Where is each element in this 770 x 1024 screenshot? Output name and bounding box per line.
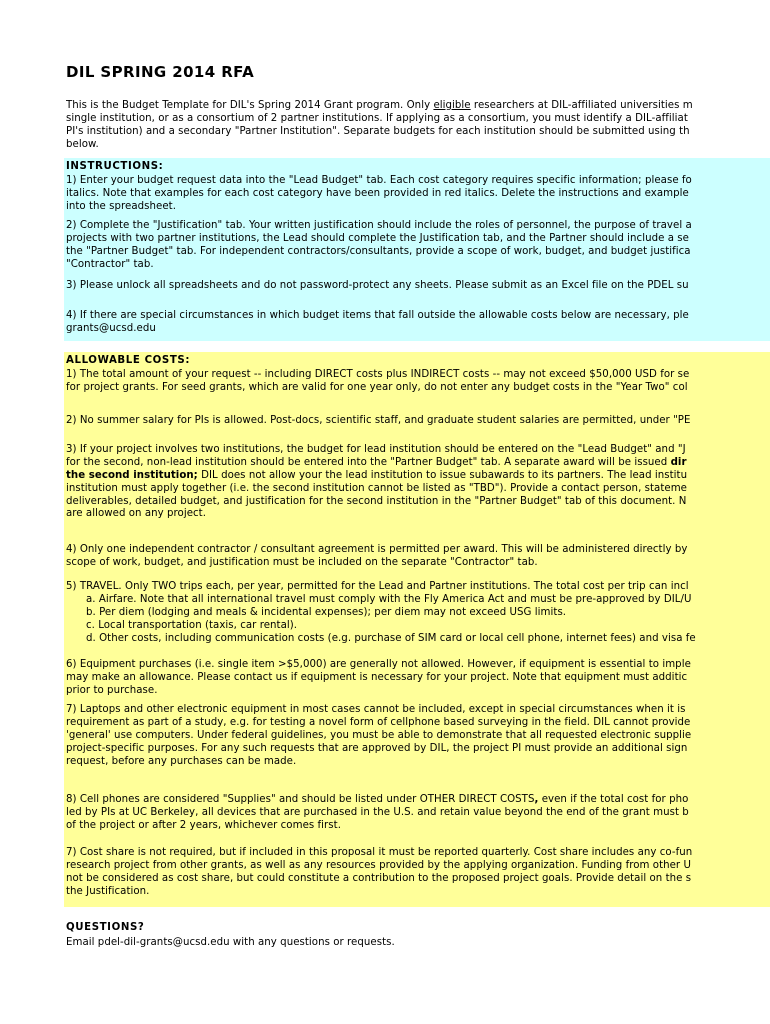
allowable-header [66, 355, 770, 368]
text-line: prior to purchase. [66, 684, 158, 696]
text-span: DIL does not allow your the lead institution to issue subawards to its partners. The lead institu [197, 469, 688, 481]
bold-text: the second institution; [66, 469, 198, 481]
text-line: may make an allowance. Please contact us if equipment is necessary for your project. Note that equipment must additic [66, 671, 688, 683]
text-line: the Justification. [66, 885, 150, 897]
section-header: INSTRUCTIONS: [66, 161, 164, 172]
text-line: 1) The total amount of your request -- including DIRECT costs plus INDIRECT costs -- may not exceed $50,000 USD for se [66, 369, 690, 380]
section-header: ALLOWABLE COSTS: [66, 355, 191, 366]
allowable-item-8 [66, 794, 770, 833]
text-line: deliverables, detailed budget, and justification for the second institution in the "Partner Budget" tab of this document. N [66, 495, 687, 507]
text-line: "Contractor" tab. [66, 258, 154, 270]
text-line: of the project or after 2 years, whichever comes first. [66, 819, 341, 831]
bold-text: , [534, 794, 539, 805]
text-line: for project grants. For seed grants, which are valid for one year only, do not enter any budget costs in the "Year Two" col [66, 381, 688, 393]
allowable-item-5 [66, 581, 770, 645]
instructions-header [66, 161, 770, 174]
bold-text: dir [670, 456, 687, 468]
eligible-link[interactable]: eligible [433, 100, 471, 111]
text-span: for the second, non-lead institution should be entered into the "Partner Budget" tab. A separate award will be issued [66, 456, 671, 468]
questions-section [66, 922, 395, 950]
text-line: research project from other grants, as well as any resources provided by the applying organization. Funding from other U [66, 859, 691, 871]
text-span: 8) Cell phones are considered "Supplies" and should be listed under OTHER DIRECT COSTS [66, 794, 535, 805]
page-title: DIL SPRING 2014 RFA [66, 63, 255, 81]
text-line: 7) Cost share is not required, but if included in this proposal it must be reported quarterly. Cost share includes any co-fun [66, 847, 693, 858]
intro-line: below. [66, 138, 99, 150]
text-line: 5) TRAVEL. Only TWO trips each, per year, permitted for the Lead and Partner institutions. The total cost per trip can incl [66, 581, 689, 592]
text-line: 6) Equipment purchases (i.e. single item >$5,000) are generally not allowed. However, if equipment is essential to imple [66, 659, 691, 670]
text-line: b. Per diem (lodging and meals & incidental expenses); per diem may not exceed USG limits. [86, 606, 567, 618]
text-line [66, 457, 770, 470]
text-line: into the spreadsheet. [66, 200, 177, 212]
allowable-item-1 [66, 369, 770, 395]
text-line: 4) If there are special circumstances in which budget items that fall outside the allowable costs below are necessary, ple [66, 310, 689, 321]
allowable-item-3 [66, 444, 770, 521]
text-span: even if the total cost for pho [538, 794, 689, 805]
text-line: are allowed on any project. [66, 508, 206, 520]
instruction-item-3 [66, 280, 770, 293]
intro-line: PI's institution) and a secondary "Partner Institution". Separate budgets for each institution should be submitted using th [66, 125, 690, 137]
text-line: 7) Laptops and other electronic equipment in most cases cannot be included, except in special circumstances when it is [66, 704, 686, 715]
allowable-item-2 [66, 415, 770, 428]
instruction-item-2 [66, 220, 770, 272]
text-line: 'general' use computers. Under federal guidelines, you must be able to demonstrate that all requested electronic supplie [66, 729, 692, 741]
text-line: 3) If your project involves two institutions, the budget for lead institution should be entered on the "Lead Budget" and "J [66, 444, 686, 455]
contact-email-text: Email pdel-dil-grants@ucsd.edu with any questions or requests. [66, 936, 395, 948]
allowable-item-6 [66, 659, 770, 698]
intro-paragraph [66, 100, 770, 152]
text-line: not be considered as cost share, but could constitute a contribution to the proposed project goals. Provide detail on the s [66, 872, 692, 884]
text-line: c. Local transportation (taxis, car rental). [86, 619, 298, 631]
text-line [66, 794, 770, 807]
text-line: requirement as part of a study, e.g. for testing a novel form of cellphone based surveying in the field. DIL cannot provide [66, 716, 691, 728]
text-line: italics. Note that examples for each cost category have been provided in red italics. Delete the instructions and example [66, 187, 689, 199]
text-line: d. Other costs, including communication costs (e.g. purchase of SIM card or local cell phone, internet fees) and visa fe [86, 632, 696, 644]
intro-line [66, 100, 770, 113]
allowable-item-9 [66, 847, 770, 899]
text-line: 2) No summer salary for PIs is allowed. Post-docs, scientific staff, and graduate student salaries are permitted, under "PE [66, 415, 691, 426]
text-line: grants@ucsd.edu [66, 322, 156, 334]
instructions-section [64, 158, 770, 341]
text-line: projects with two partner institutions, the Lead should complete the Justification tab, and the Partner should include a se [66, 232, 689, 244]
allowable-costs-section [64, 352, 770, 907]
text-line: 1) Enter your budget request data into the "Lead Budget" tab. Each cost category requires specific information; please fo [66, 175, 692, 186]
allowable-item-7 [66, 704, 770, 768]
intro-line: single institution, or as a consortium of 2 partner institutions. If applying as a consortium, you must identify a DIL-affiliat [66, 112, 688, 124]
intro-text: researchers at DIL-affiliated universities m [470, 100, 693, 111]
text-line: institution must apply together (i.e. the second institution cannot be listed as "TBD"). Provide a contact person, stateme [66, 482, 687, 494]
spreadsheet-sheet [66, 0, 770, 1024]
text-line: request, before any purchases can be made. [66, 755, 297, 767]
text-line: 3) Please unlock all spreadsheets and do not password-protect any sheets. Please submit as an Excel file on the PDEL su [66, 280, 689, 291]
section-header: QUESTIONS? [66, 922, 145, 933]
text-line: 4) Only one independent contractor / consultant agreement is permitted per award. This will be administered directly by [66, 544, 688, 555]
text-line: a. Airfare. Note that all international travel must comply with the Fly America Act and must be pre-approved by DIL/U [86, 593, 692, 605]
text-line: project-specific purposes. For any such requests that are approved by DIL, the project PI must provide an additional sign [66, 742, 688, 754]
instruction-item-4 [66, 310, 770, 336]
text-line: the "Partner Budget" tab. For independent contractors/consultants, provide a scope of work, budget, and budget justifica [66, 245, 691, 257]
text-line: scope of work, budget, and justification must be included on the separate "Contractor" tab. [66, 556, 538, 568]
intro-text: This is the Budget Template for DIL's Spring 2014 Grant program. Only [66, 100, 434, 111]
text-line: 2) Complete the "Justification" tab. Your written justification should include the roles of personnel, the purpose of travel a [66, 220, 692, 231]
allowable-item-4 [66, 544, 770, 570]
instruction-item-1 [66, 175, 770, 214]
text-line: led by PIs at UC Berkeley, all devices that are purchased in the U.S. and retain value beyond the end of the grant must b [66, 806, 689, 818]
text-line [66, 470, 770, 483]
